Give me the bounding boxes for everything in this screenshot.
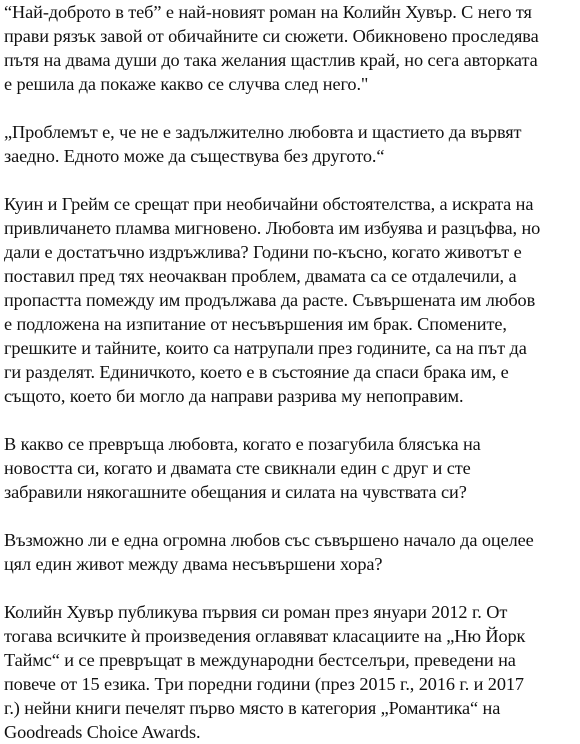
paragraph [4, 600, 580, 744]
text-line: забравили някогашните обещания и силата на чувствата си? [4, 482, 467, 502]
text-line: г.) нейни книги печелят първо място в категория „Романтика“ на [4, 698, 501, 718]
text-line: тогава всичките ѝ произведения оглавяват класациите на „Ню Йорк [4, 626, 526, 646]
text-line: Goodreads Choice Awards. [4, 722, 201, 742]
text-line: “Най-доброто в теб” е най-новият роман на Колийн Хувър. С него тя [4, 2, 532, 22]
paragraph [4, 120, 580, 168]
text-line: поставил пред тях неочакван проблем, двамата са се отдалечили, а [4, 266, 517, 286]
text-line: повече от 15 езика. Три поредни години (през 2015 г., 2016 г. и 2017 [4, 674, 524, 694]
text-line: дали е достатъчно издръжлива? Години по-късно, когато животът е [4, 242, 522, 262]
paragraph [4, 432, 580, 504]
text-line: цял един живот между двама несъвършени хора? [4, 554, 383, 574]
text-line: е решила да покаже какво се случва след него." [4, 74, 369, 94]
text-line: заедно. Едното може да съществува без другото.“ [4, 146, 385, 166]
text-line: Колийн Хувър публикува първия си роман през януари 2012 г. От [4, 602, 508, 622]
paragraph [4, 0, 580, 96]
text-line: ги разделят. Единичкото, което е в състояние да спаси брака им, е [4, 362, 509, 382]
text-line: Куин и Грейм се срещат при необичайни обстоятелства, а искрата на [4, 194, 534, 214]
text-line: грешките и тайните, които са натрупали през годините, са на път да [4, 338, 527, 358]
text-line: прави рязък завой от обичайните си сюжети. Обикновено проследява [4, 26, 539, 46]
document-body [4, 0, 580, 744]
text-line: Таймс“ и се превръщат в международни бестселъри, преведени на [4, 650, 516, 670]
text-line: новостта си, когато и двамата сте свикнали един с друг и сте [4, 458, 471, 478]
text-line: е подложена на изпитание от несъвършения им брак. Спомените, [4, 314, 507, 334]
text-line: Възможно ли е една огромна любов със съвършено начало да оцелее [4, 530, 534, 550]
text-line: привличането пламва мигновено. Любовта им избуява и разцъфва, но [4, 218, 541, 238]
text-line: пътя на двама души до така желания щастлив край, но сега авторката [4, 50, 538, 70]
text-line: В какво се превръща любовта, когато е позагубила блясъка на [4, 434, 481, 454]
paragraph [4, 192, 580, 408]
paragraph [4, 528, 580, 576]
text-line: „Проблемът е, че не е задължително любовта и щастието да вървят [4, 122, 522, 142]
text-line: пропастта помежду им продължава да расте. Съвършената им любов [4, 290, 536, 310]
text-line: същото, което би могло да направи разрива му непоправим. [4, 386, 464, 406]
